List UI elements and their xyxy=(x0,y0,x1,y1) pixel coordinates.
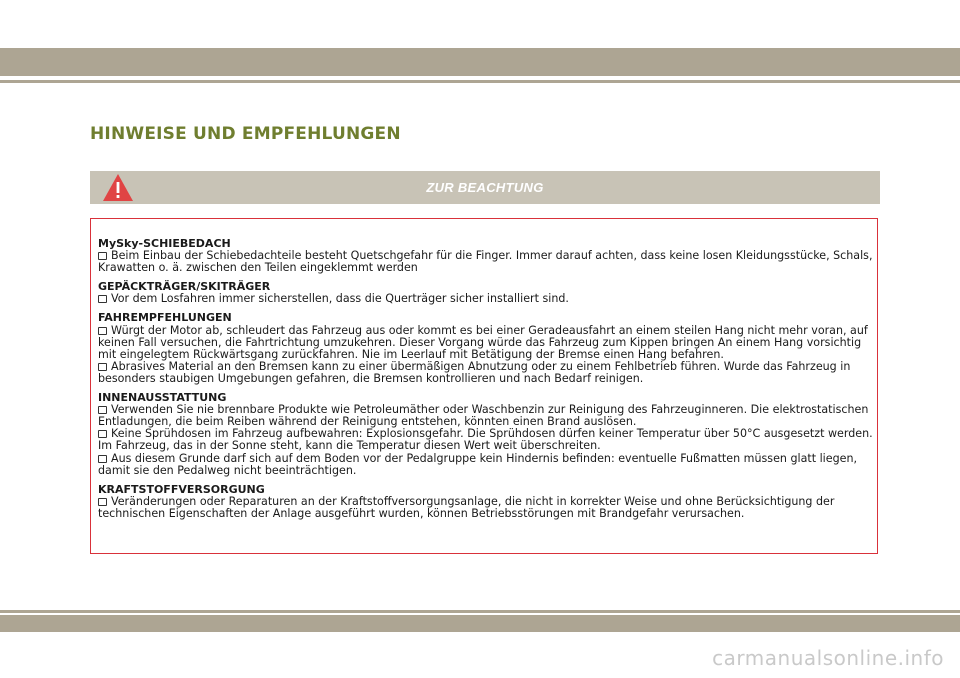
section-item-text: Abrasives Material an den Bremsen kann zu einer übermäßigen Abnutzung oder zu einem Fehlbetrieb führen. Wurde das Fahrzeug in besonders staubigen Umgebungen gefahren, die Bremsen kontrollieren und nach Bedarf reinigen. xyxy=(98,359,851,385)
section-title: MySky-SCHIEBEDACH xyxy=(98,237,231,250)
section-item-text: Würgt der Motor ab, schleudert das Fahrzeug aus oder kommt es bei einer Geradeausfahrt an einem steilen Hang nicht mehr voran, auf keinen Fall versuchen, die Fahrtrichtung umzukehren. Dieser Vorgang würde das Fahrzeug zum Kippen bringen An einem Hang vorsichtig mit eingelegtem Rückwärtsgang zurückfahren. Nie im Leerlauf mit Betätigung der Bremse einen Hang befahren. xyxy=(98,323,868,361)
section-item xyxy=(98,325,877,361)
section-item xyxy=(98,293,877,305)
checkbox-bullet-icon xyxy=(98,430,107,438)
checkbox-bullet-icon xyxy=(98,363,107,371)
footer-bar xyxy=(0,615,960,632)
footer-rule xyxy=(0,610,960,613)
section-item-text: Veränderungen oder Reparaturen an der Kraftstoffversorgungsanlage, die nicht in korrekter Weise und ohne Berücksichtigung der technischen Eigenschaften der Anlage ausgeführt wurden, können Betriebsstörungen mit Brandgefahr verursachen. xyxy=(98,494,835,520)
section-item-text: Beim Einbau der Schiebedachteile besteht Quetschgefahr für die Finger. Immer darauf achten, dass keine losen Kleidungsstücke, Schals, Krawatten o. ä. zwischen den Teilen eingeklemmt werden xyxy=(98,249,873,275)
warning-header xyxy=(90,171,880,204)
section-item-text: Verwenden Sie nie brennbare Produkte wie Petroleumäther oder Waschbenzin zur Reinigung des Fahrzeuginneren. Die elektrostatischen Entladungen, die beim Reiben während der Reinigung entstehen, könnten einen Brand auslösen. xyxy=(98,403,869,429)
header-rule xyxy=(0,80,960,83)
checkbox-bullet-icon xyxy=(98,327,107,335)
section-item-text: Vor dem Losfahren immer sicherstellen, dass die Querträger sicher installiert sind. xyxy=(111,292,569,306)
section-item xyxy=(98,404,877,428)
header-band xyxy=(0,0,960,76)
section-item xyxy=(98,428,877,452)
section-item xyxy=(98,250,877,274)
header-bar xyxy=(0,48,960,76)
section-item-text: Keine Sprühdosen im Fahrzeug aufbewahren: Explosionsgefahr. Die Sprühdosen dürfen keiner Temperatur über 50°C ausgesetzt werden. Im Fahrzeug, das in der Sonne steht, kann die Temperatur diesen Wert weit überschreiten. xyxy=(98,427,873,453)
section-title: INNENAUSSTATTUNG xyxy=(98,391,227,405)
section-item xyxy=(98,361,877,385)
watermark: carmanualsonline.info xyxy=(712,646,944,670)
section-title: GEPÄCKTRÄGER/SKITRÄGER xyxy=(98,280,271,294)
section-item-text: Aus diesem Grunde darf sich auf dem Boden vor der Pedalgruppe kein Hindernis befinden: eventuelle Fußmatten müssen glatt liegen, damit sie den Pedalweg nicht beeinträchtigen. xyxy=(98,451,858,477)
section-title: FAHREMPFEHLUNGEN xyxy=(98,311,232,325)
warning-label: ZUR BEACHTUNG xyxy=(426,180,544,195)
section-title: KRAFTSTOFFVERSORGUNG xyxy=(98,482,265,496)
warning-box xyxy=(90,218,878,554)
checkbox-bullet-icon xyxy=(98,455,107,463)
section-item xyxy=(98,496,877,520)
checkbox-bullet-icon xyxy=(98,498,107,506)
checkbox-bullet-icon xyxy=(98,295,107,303)
section-item xyxy=(98,453,877,477)
page-title: HINWEISE UND EMPFEHLUNGEN xyxy=(90,124,401,144)
checkbox-bullet-icon xyxy=(98,252,107,260)
checkbox-bullet-icon xyxy=(98,406,107,414)
